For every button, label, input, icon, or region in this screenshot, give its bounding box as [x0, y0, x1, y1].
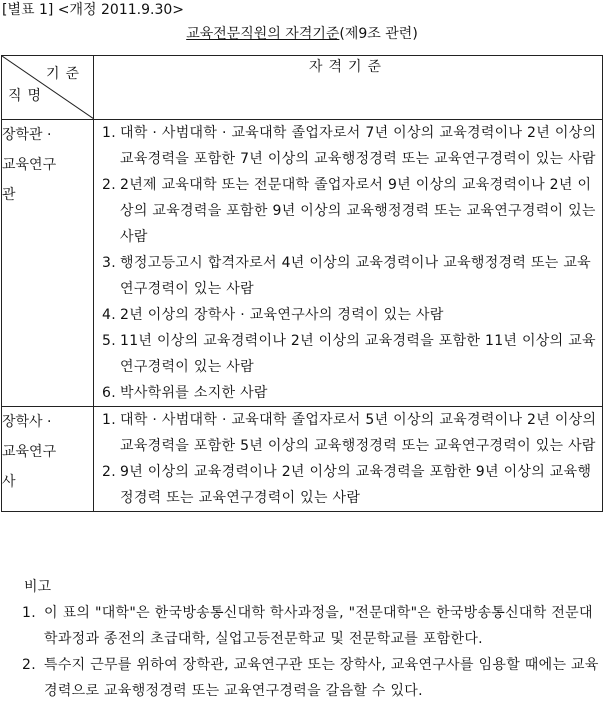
- position-cell: [2, 407, 94, 512]
- criteria-item: [94, 407, 602, 459]
- item-number: 4.: [102, 307, 116, 323]
- item-text: 2년제 교육대학 또는 전문대학 졸업자로서 9년 이상의 교육경력이나 2년 이상의 교육경력을 포함한 9년 이상의 교육행정경력 또는 교육연구경력이 있는 사람: [120, 177, 596, 245]
- position-line: 사: [2, 474, 16, 490]
- item-number: 5.: [102, 333, 116, 349]
- criteria-item: [94, 250, 602, 302]
- criteria-item: [94, 172, 602, 250]
- criteria-item: [94, 459, 602, 511]
- item-text: 2년 이상의 장학사 · 교육연구사의 경력이 있는 사람: [120, 307, 444, 323]
- item-number: 3.: [102, 255, 116, 271]
- position-line: 교육연구: [2, 157, 57, 173]
- column-header-criteria: 자격기준: [94, 56, 603, 120]
- criteria-item: [94, 380, 602, 406]
- diag-label-position: 직명: [8, 88, 48, 104]
- item-number: 6.: [102, 385, 116, 401]
- table-row: [2, 120, 603, 407]
- table-row: [2, 407, 603, 512]
- remark-item: [18, 652, 602, 704]
- item-number: 1.: [102, 412, 116, 428]
- diag-label-criteria: 기준: [45, 66, 85, 82]
- item-text: 특수지 근무를 위하여 장학관, 교육연구관 또는 장학사, 교육연구사를 임용할 때에는 교육경력으로 교육행정경력 또는 교육연구경력을 갈음할 수 있다.: [44, 657, 599, 699]
- item-text: 행정고등고시 합격자로서 4년 이상의 교육경력이나 교육행정경력 또는 교육연구경력이 있는 사람: [120, 255, 592, 297]
- remarks-section: [18, 574, 602, 704]
- item-text: 11년 이상의 교육경력이나 2년 이상의 교육경력을 포함한 11년 이상의 교육연구경력이 있는 사람: [120, 333, 596, 375]
- criteria-item: [94, 120, 602, 172]
- item-number: 1.: [22, 605, 36, 621]
- position-line: 장학관 ·: [2, 127, 52, 143]
- amendment-note: [별표 1] <개정 2011.9.30>: [2, 2, 184, 18]
- item-number: 1.: [102, 125, 116, 141]
- document-title: [0, 24, 604, 44]
- item-text: 9년 이상의 교육경력이나 2년 이상의 교육경력을 포함한 9년 이상의 교육행정경력 또는 교육연구경력이 있는 사람: [120, 464, 592, 506]
- criteria-item: [94, 302, 602, 328]
- qualification-table: [1, 55, 603, 512]
- position-cell: [2, 120, 94, 407]
- diagonal-header-cell: [2, 56, 94, 120]
- item-text: 대학 · 사범대학 · 교육대학 졸업자로서 5년 이상의 교육경력이나 2년 이상의 교육경력을 포함한 5년 이상의 교육행정경력 또는 교육연구경력이 있는 사람: [120, 412, 597, 454]
- item-text: 이 표의 "대학"은 한국방송통신대학 학사과정을, "전문대학"은 한국방송통신대학 전문대학과정과 종전의 초급대학, 실업고등전문학교 및 전문학교를 포함한다.: [44, 605, 593, 647]
- item-number: 2.: [102, 177, 116, 193]
- position-line: 교육연구: [2, 444, 57, 460]
- criteria-item: [94, 328, 602, 380]
- item-text: 대학 · 사범대학 · 교육대학 졸업자로서 7년 이상의 교육경력이나 2년 이상의 교육경력을 포함한 7년 이상의 교육행정경력 또는 교육연구경력이 있는 사람: [120, 125, 597, 167]
- criteria-cell: [94, 407, 603, 512]
- item-text: 박사학위를 소지한 사람: [120, 385, 268, 401]
- table-header-row: [2, 56, 603, 120]
- criteria-cell: [94, 120, 603, 407]
- remark-item: [18, 600, 602, 652]
- position-line: 관: [2, 187, 16, 203]
- title-suffix: (제9조 관련): [339, 26, 418, 42]
- title-main: 교육전문직원의 자격기준: [186, 26, 340, 42]
- item-number: 2.: [22, 657, 36, 673]
- remarks-title: 비고: [24, 579, 52, 595]
- position-line: 장학사 ·: [2, 414, 52, 430]
- item-number: 2.: [102, 464, 116, 480]
